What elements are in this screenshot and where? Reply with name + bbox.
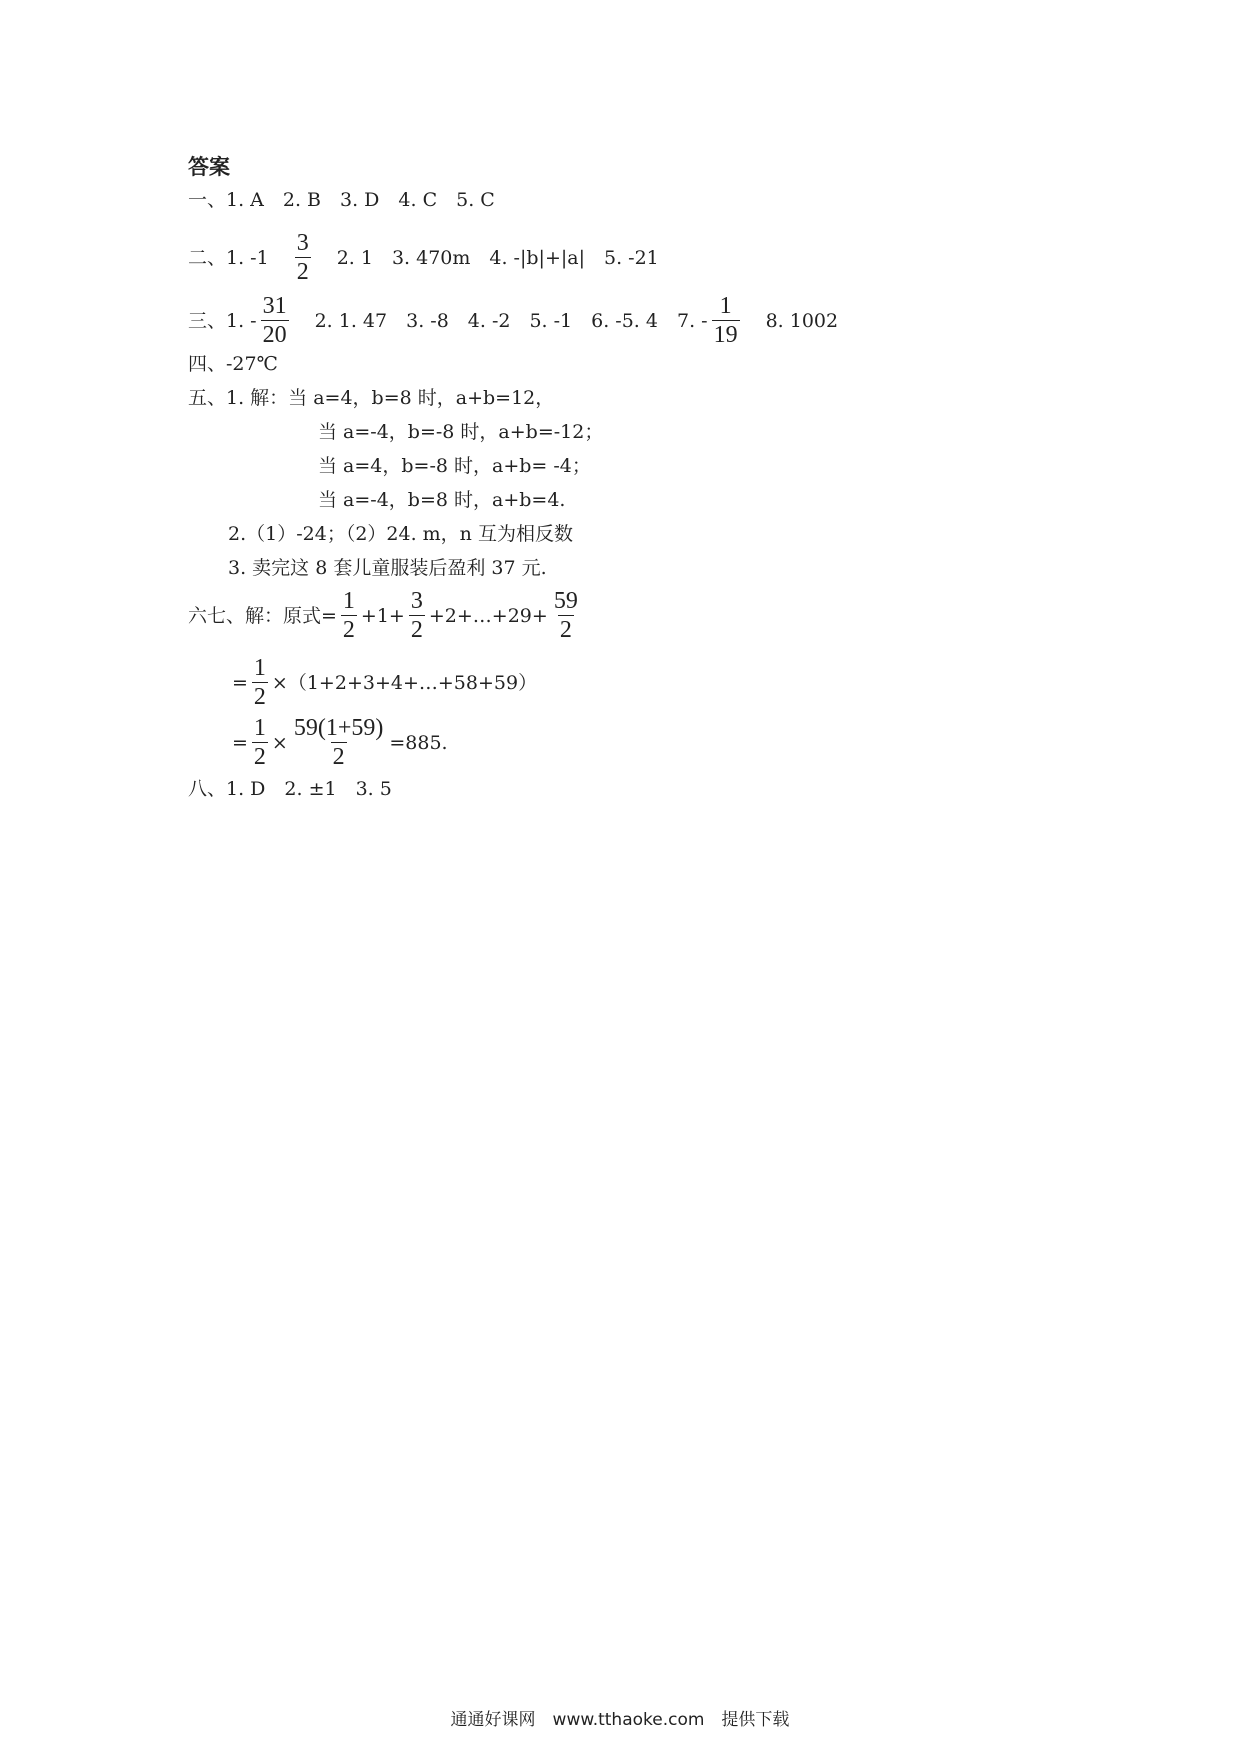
fraction-denominator: 19 — [713, 322, 738, 348]
fraction-denominator: 2 — [342, 617, 355, 643]
fraction-sum-expression — [292, 715, 386, 770]
fraction-1-2 — [252, 655, 268, 710]
equals-sign: = — [232, 731, 248, 754]
fraction-denominator: 2 — [559, 617, 572, 643]
section-3-prefix: 三、1. - — [188, 309, 257, 332]
fraction-1-2 — [252, 715, 268, 770]
section-5-line-4: 当 a=-4，b=8 时，a+b=4. — [318, 489, 566, 511]
fraction-denominator: 2 — [296, 259, 309, 285]
fraction-denominator: 2 — [253, 684, 266, 710]
section-2-prefix: 二、1. -1 — [188, 246, 269, 269]
section-5-line-1: 五、1. 解：当 a=4，b=8 时，a+b=12， — [188, 387, 555, 409]
equals-sign: = — [232, 671, 248, 694]
section-67-line-3-rest: =885. — [389, 731, 448, 754]
fraction-numerator: 1 — [253, 715, 266, 741]
section-3-answers — [188, 293, 838, 348]
fraction-numerator: 1 — [719, 293, 732, 319]
section-67-prefix: 六七、解：原式= — [188, 604, 337, 627]
section-2-answers — [188, 230, 659, 285]
fraction-numerator: 31 — [262, 293, 287, 319]
section-5-line-2: 当 a=-4，b=-8 时，a+b=-12； — [318, 421, 604, 443]
page-footer: 通通好课网 www.tthaoke.com 提供下载 — [450, 1710, 790, 1730]
fraction-denominator: 2 — [410, 617, 423, 643]
section-67-line-2-rest: ×（1+2+3+4+…+58+59） — [271, 671, 538, 694]
page-title: 答案 — [188, 155, 230, 179]
fraction-3-2 — [409, 588, 425, 643]
fraction-31-20 — [261, 293, 289, 348]
fraction-numerator: 1 — [253, 655, 266, 681]
fraction-numerator: 3 — [410, 588, 423, 614]
fraction-59-2 — [552, 588, 580, 643]
section-67-line-1 — [188, 588, 584, 643]
section-67-line-3 — [232, 715, 448, 770]
section-67-term-1: +1+ — [360, 604, 405, 627]
fraction-1-2 — [341, 588, 357, 643]
fraction-denominator: 20 — [262, 322, 287, 348]
section-1-answers: 一、1. A 2. B 3. D 4. C 5. C — [188, 189, 495, 211]
fraction-numerator: 59 — [553, 588, 578, 614]
section-5-line-3: 当 a=4，b=-8 时，a+b= -4； — [318, 455, 591, 477]
fraction-3-2 — [295, 230, 311, 285]
section-5-line-5: 2.（1）-24；（2）24. m，n 互为相反数 — [228, 523, 573, 545]
section-67-line-2 — [232, 655, 537, 710]
fraction-denominator: 2 — [332, 744, 345, 770]
fraction-denominator: 2 — [253, 744, 266, 770]
section-3-rest: 8. 1002 — [765, 309, 839, 332]
section-2-rest: 2. 1 3. 470m 4. -|b|+|a| 5. -21 — [336, 246, 659, 269]
times-sign: × — [271, 731, 288, 754]
fraction-numerator: 59(1+59) — [293, 715, 384, 741]
fraction-numerator: 3 — [296, 230, 309, 256]
fraction-numerator: 1 — [342, 588, 355, 614]
section-8-answers: 八、1. D 2. ±1 3. 5 — [188, 778, 392, 800]
section-5-line-6: 3. 卖完这 8 套儿童服装后盈利 37 元. — [228, 557, 547, 579]
section-67-term-2: +2+…+29+ — [428, 604, 548, 627]
section-3-middle: 2. 1. 47 3. -8 4. -2 5. -1 6. -5. 4 7. - — [314, 309, 708, 332]
fraction-1-19 — [712, 293, 740, 348]
section-4-answer: 四、-27℃ — [188, 353, 278, 375]
